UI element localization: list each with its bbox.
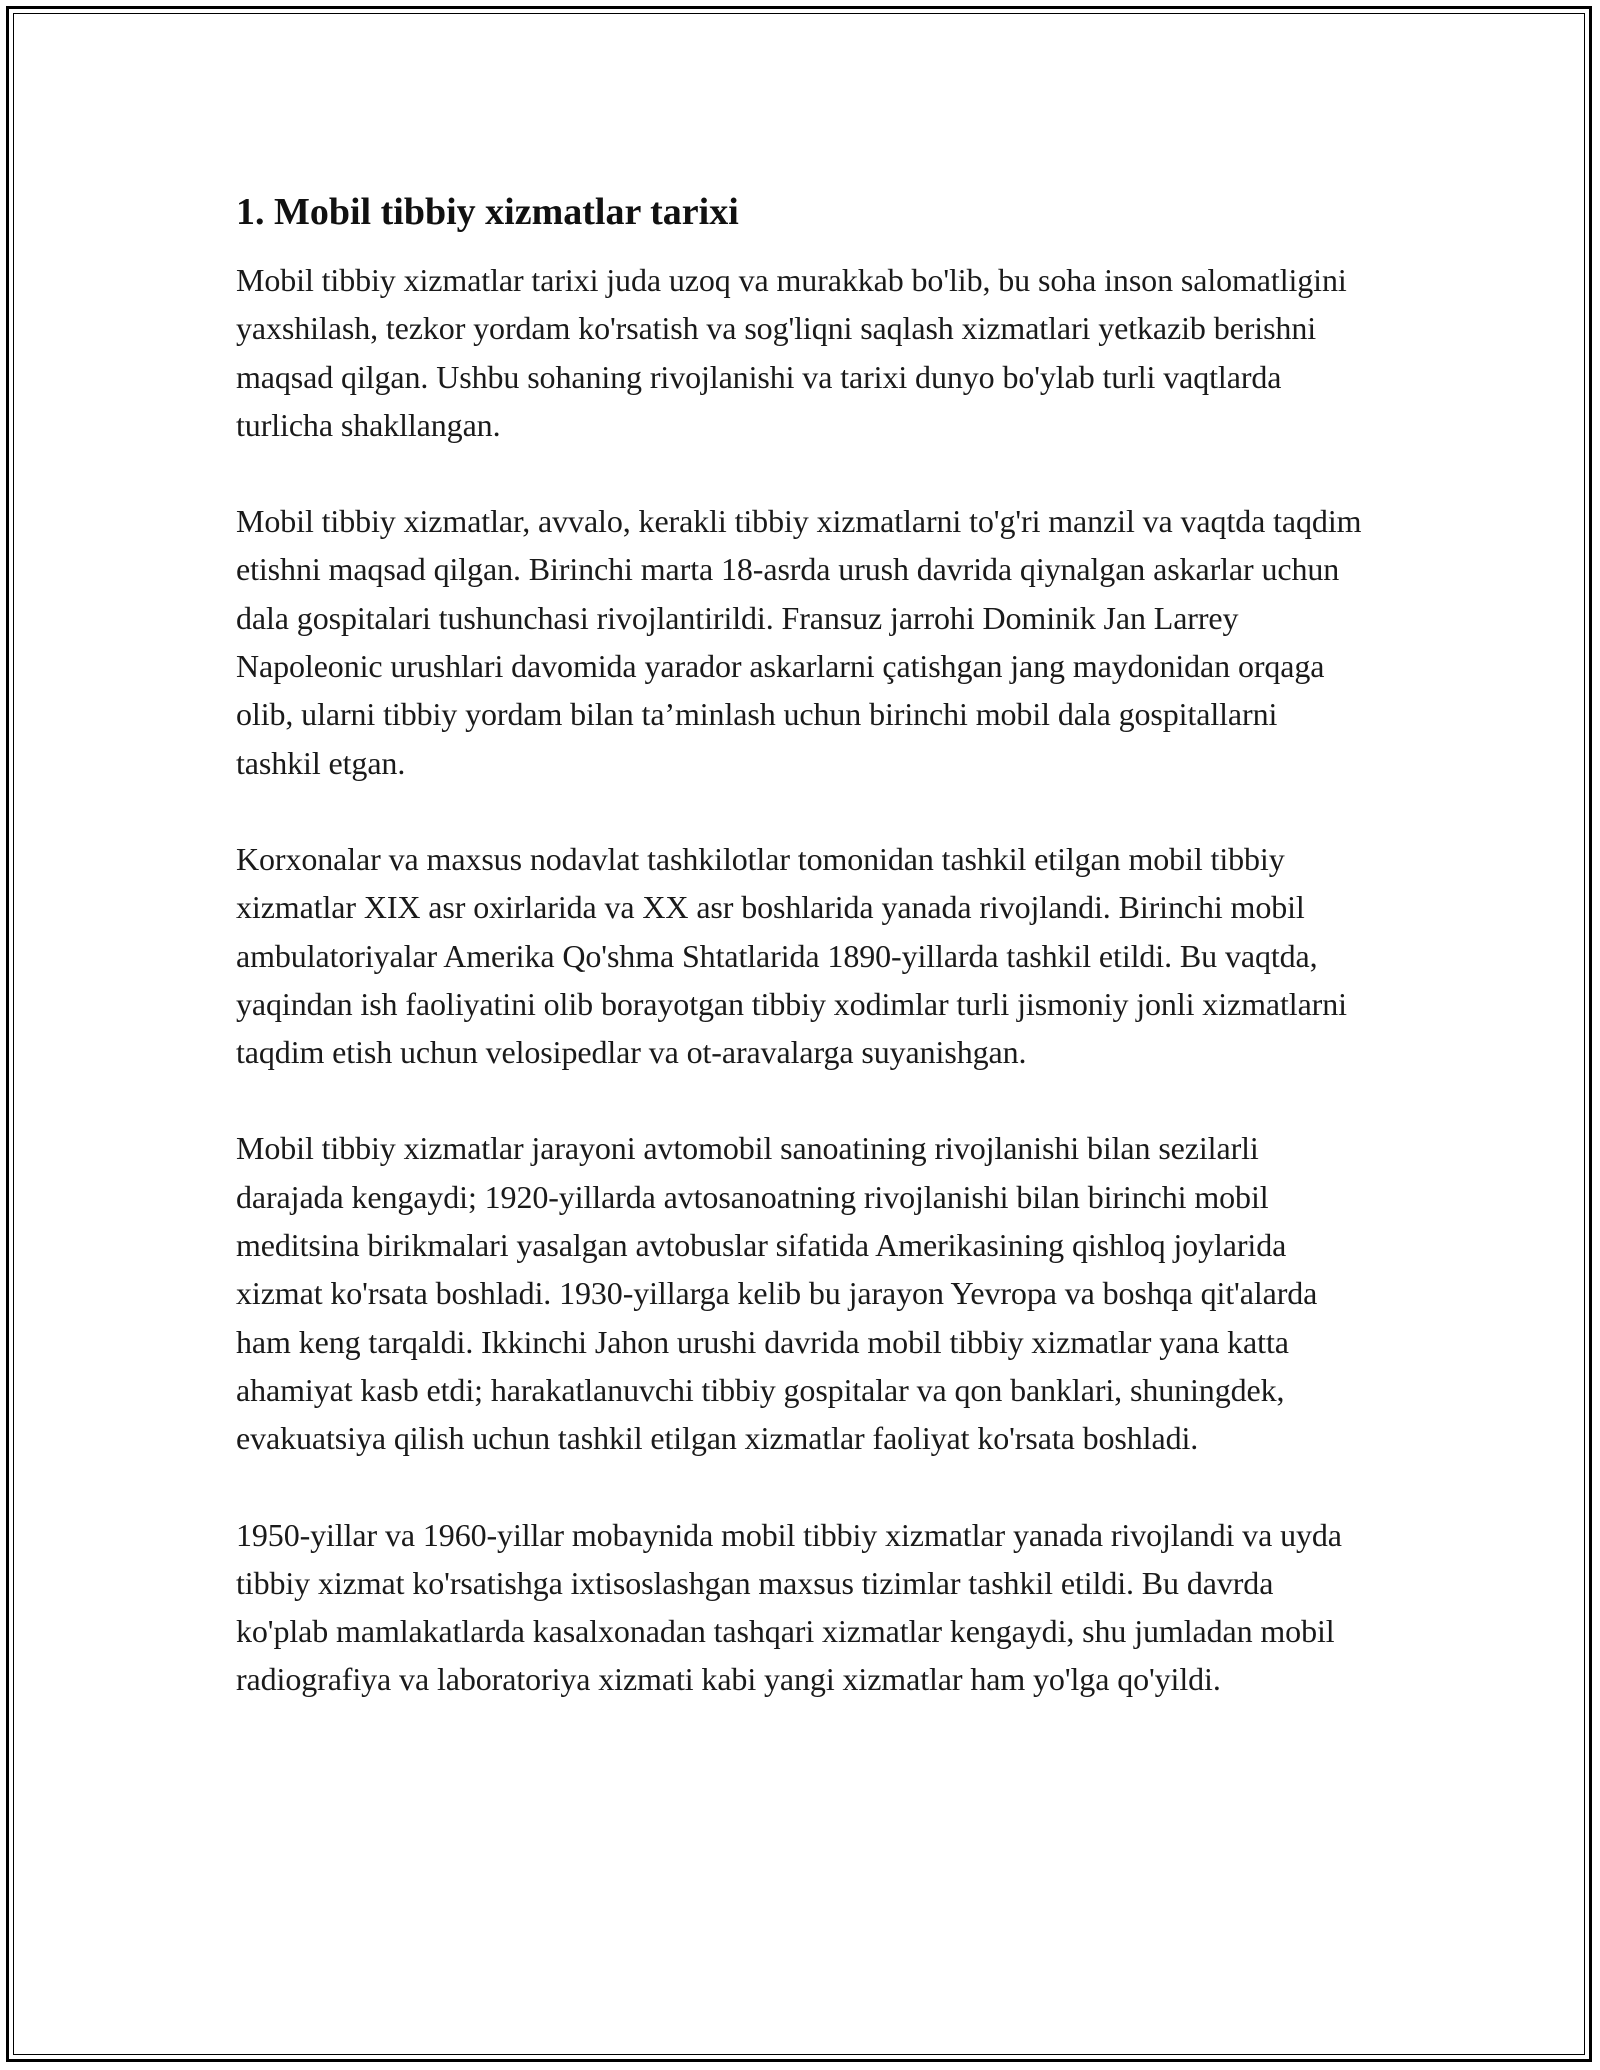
section-heading: 1. Mobil tibbiy xizmatlar tarixi (236, 191, 739, 233)
document-body (236, 188, 1366, 1752)
paragraph-4: Mobil tibbiy xizmatlar jarayoni avtomobil sanoatining rivojlanishi bilan sezilarli darajada kengaydi; 1920-yillarda avtosanoatning rivojlanishi bilan birinchi mobil meditsina birikmalari yasalgan avtobuslar sifatida Amerikasining qishloq joylarida xizmat ko'rsata boshladi. 1930-yillarga kelib bu jarayon Yevropa va boshqa qit'alarda ham keng tarqaldi. Ikkinchi Jahon urushi davrida mobil tibbiy xizmatlar yana katta ahamiyat kasb etdi; harakatlanuvchi tibbiy gospitalar va qon banklari, shuningdek, evakuatsiya qilish uchun tashkil etilgan xizmatlar faoliyat ko'rsata boshladi. (236, 1130, 1318, 1457)
paragraph-2: Mobil tibbiy xizmatlar, avvalo, kerakli tibbiy xizmatlarni to'g'ri manzil va vaqtda taqdim etishni maqsad qilgan. Birinchi marta 18-asrda urush davrida qiynalgan askarlar uchun dala gospitalari tushunchasi rivojlantirildi. Fransuz jarrohi Dominik Jan Larrey Napoleonic urushlari davomida yarador askarlarni çatishgan jang maydonidan orqaga olib, ularni tibbiy yordam bilan ta’minlash uchun birinchi mobil dala gospitallarni tashkil etgan. (236, 503, 1362, 781)
paragraph-1: Mobil tibbiy xizmatlar tarixi juda uzoq va murakkab bo'lib, bu soha inson salomatligini yaxshilash, tezkor yordam ko'rsatish va sog'liqni saqlash xizmatlari yetkazib berishni maqsad qilgan. Ushbu sohaning rivojlanishi va tarixi dunyo bo'ylab turli vaqtlarda turlicha shakllangan. (236, 262, 1347, 443)
paragraph-3: Korxonalar va maxsus nodavlat tashkilotlar tomonidan tashkil etilgan mobil tibbiy xizmatlar XIX asr oxirlarida va XX asr boshlarida yanada rivojlandi. Birinchi mobil ambulatoriyalar Amerika Qo'shma Shtatlarida 1890-yillarda tashkil etildi. Bu vaqtda, yaqindan ish faoliyatini olib borayotgan tibbiy xodimlar turli jismoniy jonli xizmatlarni taqdim etish uchun velosipedlar va ot-aravalarga suyanishgan. (236, 840, 1347, 1071)
paragraph-5: 1950-yillar va 1960-yillar mobaynida mobil tibbiy xizmatlar yanada rivojlandi va uyda tibbiy xizmat ko'rsatishga ixtisoslashgan maxsus tizimlar tashkil etildi. Bu davrda ko'plab mamlakatlarda kasalxonadan tashqari xizmatlar kengaydi, shu jumladan mobil radiografiya va laboratoriya xizmati kabi yangi xizmatlar ham yo'lga qo'yildi. (236, 1516, 1342, 1698)
